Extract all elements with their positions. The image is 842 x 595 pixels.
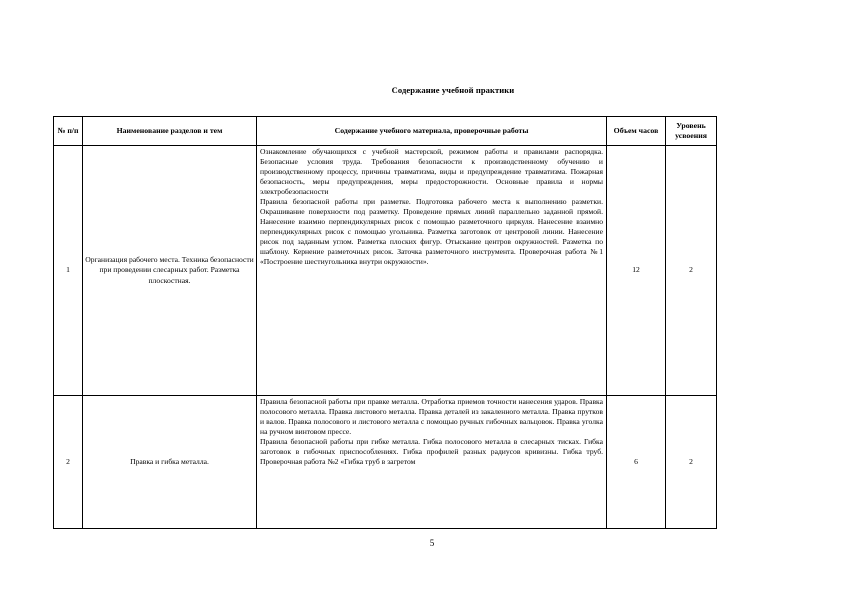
table-row [54, 396, 717, 529]
row-section: Правка и гибка металла. [83, 396, 257, 529]
row-content [257, 146, 607, 396]
content-paragraph: Правила безопасной работы при правке металла. Отработка приемов точности нанесения ударов. Правка полосового металла. Правка листового металла. Правка деталей из закаленного металла. Правка прутков и валов. Правка полосового и листового металла с помощью ручных гибочных вальцовок. Правка уголка на ручном винтовом прессе. [260, 397, 603, 437]
content-paragraph: Правила безопасной работы при разметке. Подготовка рабочего места к выполнению разметки. Окрашивание поверхности под разметку. Проведение прямых линий параллельно заданной прямой. Нанесение взаимно перпендикулярных рисок с помощью разметочного циркуля. Нанесение взаимно перпендикулярных рисок с помощью угольника. Разметка заготовок от центровой линии. Нанесение рисок под заданным углом. Разметка плоских фигур. Отыскание центров окружностей. Разметка по шаблону. Кернение разметочных рисок. Заточка разметочного инструмента. Проверочная работа №1 «Построение шестиугольника внутри окружности». [260, 197, 603, 267]
content-paragraph: Ознакомление обучающихся с учебной мастерской, режимом работы и правилами распорядка. Безопасные условия труда. Требования безопасности к производственному обучению и производственному процессу, причины травматизма, виды и предупреждение травматизма. Пожарная безопасность, меры предупреждения, меры предосторожности. Основные правила и нормы электробезопасности [260, 147, 603, 197]
row-level: 2 [666, 146, 717, 396]
header-hours: Объем часов [607, 117, 666, 146]
header-content: Содержание учебного материала, проверочные работы [257, 117, 607, 146]
row-num: 2 [54, 396, 83, 529]
row-section: Организация рабочего места. Техника безопасности при проведении слесарных работ. Разметка плоскостная. [83, 146, 257, 396]
row-hours: 12 [607, 146, 666, 396]
page-number: 5 [429, 538, 435, 548]
row-level: 2 [666, 396, 717, 529]
row-hours: 6 [607, 396, 666, 529]
header-num: № п/п [54, 117, 83, 146]
table-header-row [54, 117, 717, 146]
header-section: Наименование разделов и тем [83, 117, 257, 146]
practice-content-table [53, 116, 717, 529]
header-level: Уровень усвоения [666, 117, 717, 146]
row-num: 1 [54, 146, 83, 396]
table-row [54, 146, 717, 396]
page-title: Содержание учебной практики [391, 85, 515, 95]
content-paragraph: Правила безопасной работы при гибке металла. Гибка полосового металла в слесарных тисках. Гибка заготовок в гибочных приспособлениях. Гибка профилей разных радиусов кривизны. Гибка труб. Проверочная работа №2 «Гибка труб в загретом [260, 437, 603, 467]
row-content [257, 396, 607, 529]
